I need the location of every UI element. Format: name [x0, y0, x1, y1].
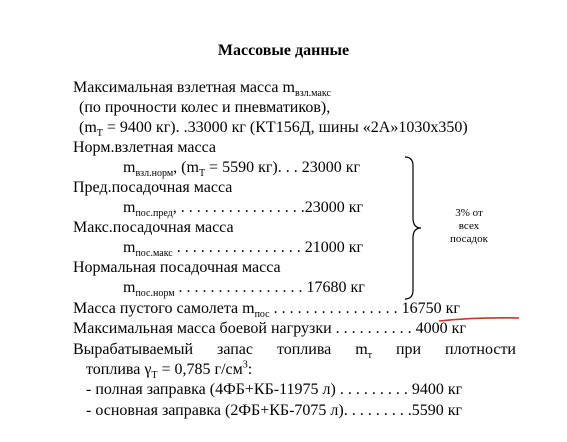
note-line-3: посадок [449, 233, 488, 245]
note-line-1: 3% от [455, 207, 483, 219]
normal-takeoff-label: Норм.взлетная масса [73, 139, 217, 156]
max-takeoff-mass-line: Максимальная взлетная масса $m_{взл.макс}$ [73, 79, 331, 100]
main-fuel-line: - основная заправка (2ФБ+КБ-7075 л). . . . . . . . .5590 кг [86, 402, 463, 419]
fuel-reserve-line: Вырабатываемый запас топлива $m_т$ при плотности [73, 341, 516, 362]
fuel-density-line: топлива $\gamma_T = 0,785$ $г/см^3$: [86, 359, 253, 382]
landing-share-note [438, 207, 500, 246]
strength-note-line: (по прочности колес и пневматиков), [79, 99, 331, 116]
limit-landing-value-line: $m_{пос.пред}$, . . . . . . . . . . . . . . . .23000 кг [123, 199, 364, 220]
max-landing-value-line: $m_{пос.макс}$ . . . . . . . . . . . . . . . . 21000 кг [123, 239, 364, 260]
normal-landing-label: Нормальная посадочная масса [73, 259, 281, 276]
page-title: Массовые данные [217, 42, 350, 59]
empty-mass-line: Масса пустого самолета $m_{пос}$ . . . . . . . . . . . . . . . . 16750 кг [73, 300, 460, 321]
curly-brace [403, 156, 423, 300]
note-line-2: всех [458, 220, 480, 232]
max-payload-line: Максимальная масса боевой нагрузки . . . . . . . . . . 4000 кг [73, 320, 466, 337]
limit-landing-label: Пред.посадочная масса [73, 179, 233, 196]
full-fuel-line: - полная заправка (4ФБ+КБ-11975 л) . . . . . . . . . 9400 кг [86, 381, 463, 398]
max-takeoff-value-line: ($m_T = 9400$ кг). .33000 кг (КТ156Д, шины «2А»1030х350) [79, 119, 468, 140]
max-landing-label: Макс.посадочная масса [73, 219, 234, 236]
normal-takeoff-value-line: $m_{взл.норм}$, ($m_T = 5590$ кг). . . 23000 кг [123, 159, 361, 180]
normal-landing-value-line: $m_{пос.норм}$ . . . . . . . . . . . . . . . . 17680 кг [123, 279, 365, 300]
